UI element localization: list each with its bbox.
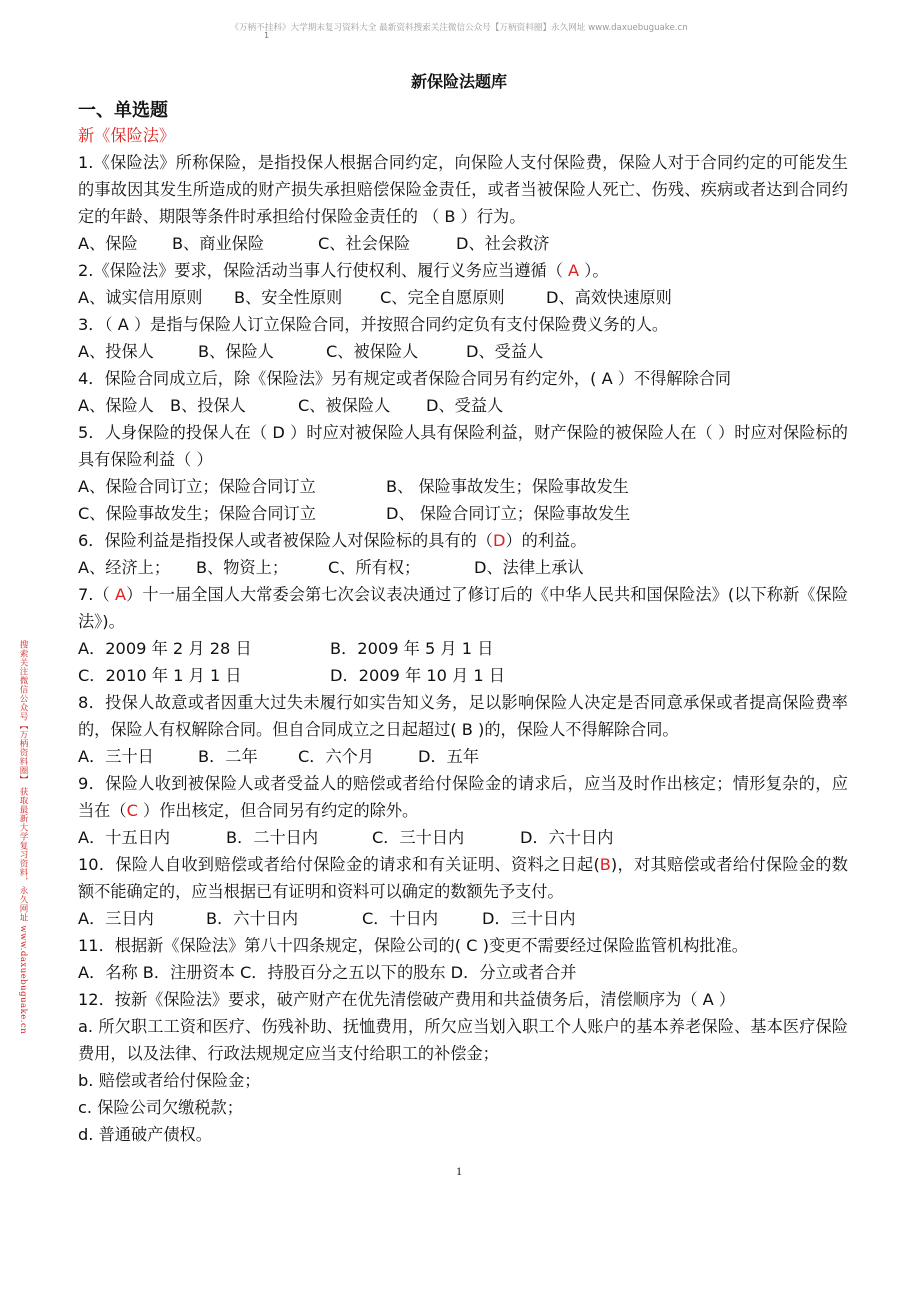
option: D、 保险合同订立；保险事故发生 (386, 504, 631, 523)
option: B、物资上； (196, 558, 289, 577)
option: C、完全自愿原则 (380, 288, 505, 307)
option: B、安全性原则 (234, 288, 343, 307)
side-watermark-note: 搜索关注微信公众号【万柄资料圈】 获取最新大学复习资料，永久网址 www.daxuebuguake.cn (18, 640, 28, 1035)
question-7-options (78, 635, 848, 662)
option: A、诚实信用原则 (78, 288, 203, 307)
option: C、所有权； (328, 558, 421, 577)
question-3: 3．（ A ）是指与保险人订立保险合同，并按照合同约定负有支付保险费义务的人。 (78, 315, 669, 334)
option: B．六十日内 (206, 909, 299, 928)
question-3-options (78, 338, 848, 365)
question-11: 11．根据新《保险法》第八十四条规定，保险公司的( C )变更不需要经过保险监管机构批准。 (78, 936, 748, 955)
question-12-item-d: d. 普通破产债权。 (78, 1125, 212, 1144)
section-heading: 一、单选题 (78, 100, 168, 121)
option: B、投保人 (170, 396, 246, 415)
question-10: 10．保险人自收到赔偿或者给付保险金的请求和有关证明、资料之日起(B)，对其赔偿或者给付保险金的数额不能确定的，应当根据已有证明和资料可以确定的数额先予支付。 (78, 855, 848, 901)
question-4-options (78, 392, 848, 419)
option: B．二年 (198, 747, 258, 766)
question-6-options (78, 554, 848, 581)
document-title: 新保险法题库 (410, 72, 507, 91)
option: C．2010 年 1 月 1 日 (78, 666, 242, 685)
option: D、受益人 (466, 342, 544, 361)
option: D．2009 年 10 月 1 日 (330, 666, 506, 685)
option: D．三十日内 (482, 909, 576, 928)
option: B．二十日内 (226, 828, 319, 847)
option: A、保险 (78, 234, 138, 253)
option: A．三十日 (78, 747, 154, 766)
option: A．十五日内 (78, 828, 171, 847)
question-4: 4．保险合同成立后，除《保险法》另有规定或者保险合同另有约定外，( A ）不得解除合同 (78, 369, 732, 388)
option: B．2009 年 5 月 1 日 (330, 639, 494, 658)
answer-mark: B (599, 855, 611, 874)
header-mark: 1 (264, 31, 270, 40)
option: C．六个月 (298, 747, 375, 766)
option: A、经济上； (78, 558, 171, 577)
question-7-options (78, 662, 848, 689)
option: A、保险人 (78, 396, 154, 415)
question-12: 12．按新《保险法》要求，破产财产在优先清偿破产费用和共益债务后，清偿顺序为（ A ） (78, 990, 736, 1009)
question-7: 7.（ A）十一届全国人大常委会第七次会议表决通过了修订后的《中华人民共和国保险法》(以下称新《保险法》)。 (78, 585, 849, 631)
question-6: 6．保险利益是指投保人或者被保险人对保险标的具有的（D）的利益。 (78, 531, 587, 550)
question-5: 5．人身保险的投保人在（ D ）时应对被保险人具有保险利益，财产保险的被保险人在（ ）时应对保险标的具有保险利益（ ） (78, 423, 848, 469)
question-12-item-c: c. 保险公司欠缴税款； (78, 1098, 243, 1117)
option: D．五年 (418, 747, 480, 766)
question-5-options (78, 473, 848, 500)
question-8-options (78, 743, 848, 770)
option: D、高效快速原则 (546, 288, 672, 307)
question-12-item-a: a. 所欠职工工资和医疗、伤残补助、抚恤费用，所欠应当划入职工个人账户的基本养老保险、基本医疗保险费用，以及法律、行政法规规定应当支付给职工的补偿金； (78, 1017, 848, 1063)
question-2-options (78, 284, 848, 311)
option: A．2009 年 2 月 28 日 (78, 639, 252, 658)
option: A、投保人 (78, 342, 154, 361)
question-12-item-b: b. 赔偿或者给付保险金； (78, 1071, 261, 1090)
question-5-options (78, 500, 848, 527)
option: C、保险事故发生；保险合同订立 (78, 504, 316, 523)
option: D．六十日内 (520, 828, 614, 847)
answer-mark: D (493, 531, 506, 550)
subsection-heading: 新《保险法》 (78, 126, 176, 145)
option: C．十日内 (362, 909, 439, 928)
option: C、被保险人 (298, 396, 391, 415)
option: A、保险合同订立；保险合同订立 (78, 477, 316, 496)
question-list (78, 122, 848, 1148)
question-10-options (78, 905, 848, 932)
question-8: 8．投保人故意或者因重大过失未履行如实告知义务，足以影响保险人决定是否同意承保或者提高保险费率的，保险人有权解除合同。但自合同成立之日起超过( B )的，保险人不得解除合同。 (78, 693, 848, 739)
option: A．三日内 (78, 909, 154, 928)
option: C、社会保险 (318, 234, 411, 253)
page-header: 《万柄不挂科》大学期末复习资料大全 最新资料搜索关注微信公众号【万柄资料圈】永久网址 www.daxuebuguake.cn (230, 23, 688, 33)
question-1-options (78, 230, 848, 257)
option: D、社会救济 (456, 234, 550, 253)
option: B、商业保险 (172, 234, 265, 253)
option: B、 保险事故发生；保险事故发生 (386, 477, 629, 496)
answer-mark: A (115, 585, 127, 604)
option: D、法律上承认 (474, 558, 584, 577)
option: C、被保险人 (326, 342, 419, 361)
option: D、受益人 (426, 396, 504, 415)
answer-mark: C (126, 801, 138, 820)
question-11-options: A．名称 B．注册资本 C．持股百分之五以下的股东 D．分立或者合并 (78, 963, 577, 982)
answer-mark: A (568, 261, 580, 280)
question-9-options (78, 824, 848, 851)
option: C．三十日内 (372, 828, 465, 847)
option: B、保险人 (198, 342, 274, 361)
page-number: 1 (456, 1164, 462, 1178)
question-1: 1.《保险法》所称保险，是指投保人根据合同约定，向保险人支付保险费，保险人对于合同约定的可能发生的事故因其发生所造成的财产损失承担赔偿保险金责任，或者当被保险人死亡、伤残、疾病或者达到合同约定的年龄、期限等条件时承担给付保险金责任的 （ B ）行为。 (78, 153, 848, 226)
question-2: 2.《保险法》要求，保险活动当事人行使权利、履行义务应当遵循（ A ）。 (78, 261, 609, 280)
question-9: 9．保险人收到被保险人或者受益人的赔偿或者给付保险金的请求后，应当及时作出核定；情形复杂的，应当在（C ）作出核定，但合同另有约定的除外。 (78, 774, 848, 820)
